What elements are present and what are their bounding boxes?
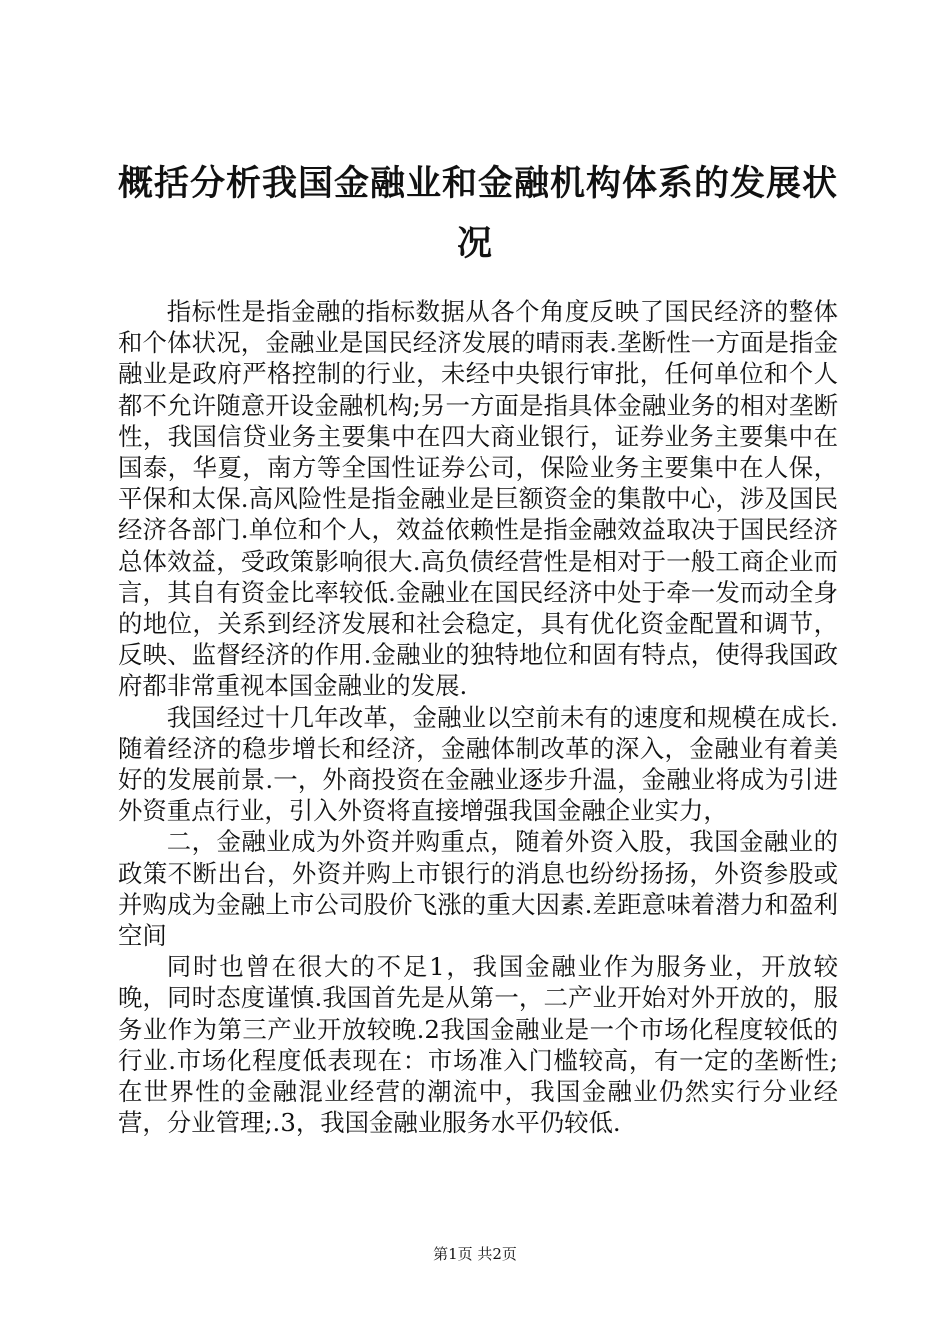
document-title-line-1: 概括分析我国金融业和金融机构体系的发展状 [118, 164, 839, 204]
document-body [118, 296, 838, 1138]
paragraph-1: 指标性是指金融的指标数据从各个角度反映了国民经济的整体和个体状况，金融业是国民经济发展的晴雨表.垄断性一方面是指金融业是政府严格控制的行业，未经中央银行审批，任何单位和个人都不允许随意开设金融机构;另一方面是指具体金融业务的相对垄断性，我国信贷业务主要集中在四大商业银行，证券业务主要集中在国泰，华夏，南方等全国性证券公司，保险业务主要集中在人保，平保和太保.高风险性是指金融业是巨额资金的集散中心，涉及国民经济各部门.单位和个人，效益依赖性是指金融效益取决于国民经济总体效益，受政策影响很大.高负债经营性是相对于一般工商企业而言，其自有资金比率较低.金融业在国民经济中处于牵一发而动全身的地位，关系到经济发展和社会稳定，具有优化资金配置和调节，反映、监督经济的作用.金融业的独特地位和固有特点，使得我国政府都非常重视本国金融业的发展. [118, 297, 838, 701]
page-number-footer: 第1页 共2页 [433, 1245, 517, 1263]
paragraph-2: 我国经过十几年改革，金融业以空前未有的速度和规模在成长.随着经济的稳步增长和经济，金融体制改革的深入，金融业有着美好的发展前景.一，外商投资在金融业逐步升温，金融业将成为引进外资重点行业，引入外资将直接增强我国金融企业实力， [118, 702, 838, 826]
paragraph-4: 同时也曾在很大的不足1，我国金融业作为服务业，开放较晚，同时态度谨慎.我国首先是从第一，二产业开始对外开放的，服务业作为第三产业开放较晚.2我国金融业是一个市场化程度较低的行业.市场化程度低表现在：市场准入门槛较高，有一定的垄断性;在世界性的金融混业经营的潮流中，我国金融业仍然实行分业经营，分业管理;.3，我国金融业服务水平仍较低. [118, 952, 838, 1138]
paragraph-3: 二，金融业成为外资并购重点，随着外资入股，我国金融业的政策不断出台，外资并购上市银行的消息也纷纷扬扬，外资参股或并购成为金融上市公司股价飞涨的重大因素.差距意味着潜力和盈利空间 [118, 827, 838, 951]
document-title-line-2: 况 [456, 224, 493, 264]
